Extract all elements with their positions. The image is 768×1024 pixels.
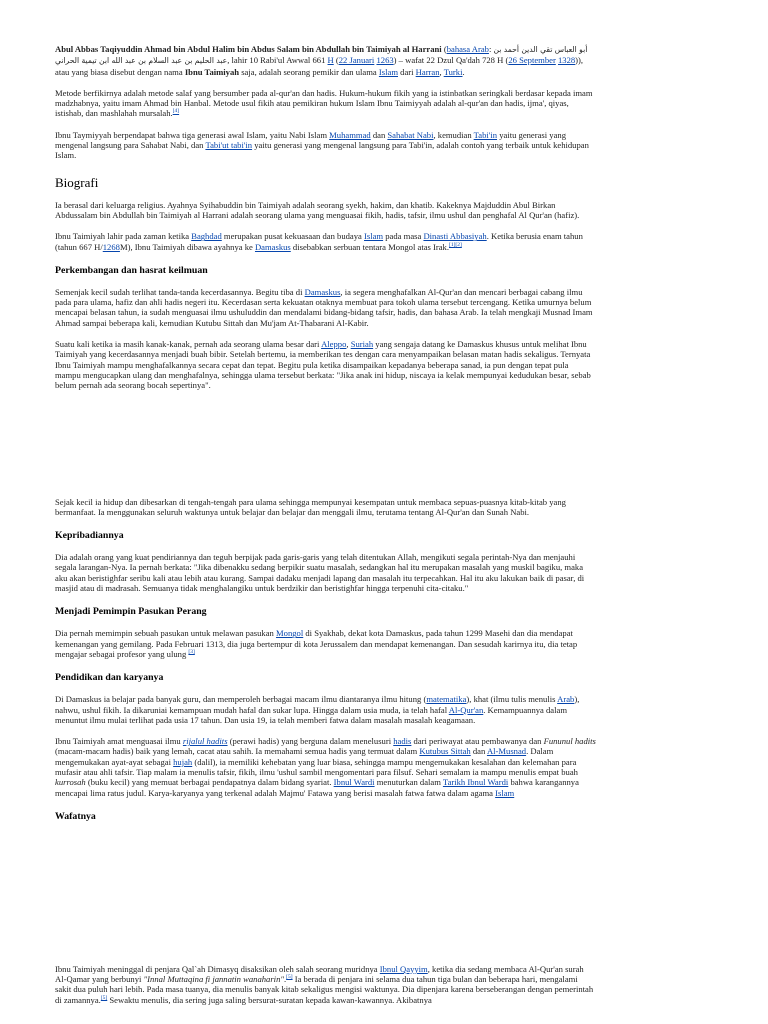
short-name: Ibnu Taimiyah	[184, 66, 240, 77]
pendidikan-paragraph-1: Di Damaskus ia belajar pada banyak guru, dan memperoleh berbagai macam ilmu diantaranya ilmu hitung (matematika), khat (ilmu tulis menulis Arab), nahwu, ushul fikih. Ia dikaruniai kemampuan mudah hafal dan sukar lupa. Hingga dalam usia muda, ia telah hafal Al-Qur'an. Kemampuannya dalam menuntut ilmu mulai terlihat pada usia 17 tahun. Dan usia 19, ia telah memberi fatwa dalam masalah masalah keagamaan.	[55, 694, 580, 725]
link-al-musnad[interactable]: Al-Musnad	[486, 746, 527, 757]
wafatnya-paragraph: Ibnu Taimiyah meninggal di penjara Qal`ah Dimasyq disaksikan oleh salah seorang muridnya Ibnul Qayyim, ketika dia sedang membaca Al-Qur'an surah Al-Qamar yang berbunyi "Innal Muttaqina fi jannatin wanaharin".[5] Ia berada di penjara ini selama dua tahun tiga bulan dan beberapa hari, mengalami sakit dua puluh hari lebih. Pada masa tuanya, dia menulis banyak kitab sekaligus mengisi waktunya. Dia dipenjara karena berseberangan dengan pemerintah di zamannya.[5] Sewaktu menulis, dia sering juga saling bersurat-suratan kepada kawan-kawannya. Akibatnya	[55, 963, 594, 1005]
section-heading-wafatnya: Wafatnya	[55, 810, 96, 822]
link-al-quran[interactable]: Al-Qur'an	[448, 704, 484, 715]
section-heading-perkembangan: Perkembangan dan hasrat keilmuan	[55, 264, 208, 276]
link-bahasa-arab[interactable]: bahasa Arab	[446, 44, 489, 54]
link-turki[interactable]: Turki	[443, 66, 463, 77]
biografi-paragraph-2: Ibnu Taimiyah lahir pada zaman ketika Baghdad merupakan pusat kekuasaan dan budaya Islam pada masa Dinasti Abbasiyah. Ketika berusia enam tahun (tahun 667 H/1268M), Ibnu Taimiyah dibawa ayahnya ke Damaskus disebabkan serbuan tentara Mongol atas Irak.[1][2]	[55, 231, 583, 252]
link-kutubus-sittah[interactable]: Kutubus Sittah	[419, 746, 471, 757]
link-muhammad[interactable]: Muhammad	[329, 129, 371, 140]
link-damaskus[interactable]: Damaskus	[254, 241, 291, 252]
term-fununul-hadits: Fununul hadits	[543, 736, 596, 747]
link-rijalul-hadits[interactable]: rijalul hadits	[182, 736, 228, 747]
pendidikan-paragraph-2: Ibnu Taimiyah amat menguasai ilmu rijalul hadits (perawi hadis) yang berguna dalam menelusuri hadis dari periwayat atau pembawanya dan Fununul hadits (macam-macam hadis) baik yang lemah, cacat atau sahih. Ia memahami semua hadis yang termuat dalam Kutubus Sittah dan Al-Musnad. Dalam mengemukakan ayat-ayat sebagai hujah (dalil), ia memiliki kehebatan yang luar biasa, sehingga mampu mengemukakan kesalahan dan kelemahan para mufasir atau ahli tafsir. Tiap malam ia menulis tafsir, fikih, ilmu 'ushul sambil mengomentari para filsuf. Sehari semalam ia mampu menulis empat buah kurrosah (buku kecil) yang memuat berbagai pendapatnya dalam bidang syariat. Ibnul Wardi menuturkan dalam Tarikh Ibnul Wardi bahwa karangannya mencapai lima ratus judul. Karya-karyanya yang terkenal adalah Majmu' Fatawa yang berisi masalah fatwa fatwa dalam agama Islam	[55, 736, 596, 798]
reference-link[interactable]: [3]	[188, 649, 195, 656]
link-tabiin[interactable]: Tabi'in	[473, 129, 498, 140]
section-heading-pendidikan: Pendidikan dan karyanya	[55, 672, 164, 684]
link-damaskus[interactable]: Damaskus	[304, 286, 341, 297]
section-heading-biografi: Biografi	[55, 174, 99, 190]
intro-paragraph: Abul Abbas Taqiyuddin Ahmad bin Abdul Halim bin Abdus Salam bin Abdullah bin Taimiyah al Harrani (bahasa Arab: أبو العباس تقي الدين أحمد بن عبد الحليم بن عبد السلام بن عبد الله ابن تيمية الحراني, lahir 10 Rabi'ul Awwal 661 H (22 Januari 1263) – wafat 22 Dzul Qa'dah 728 H (26 September 1328)), atau yang biasa disebut dengan nama Ibnu Taimiyah saja, adalah seorang pemikir dan ulama Islam dari Harran, Turki.	[55, 44, 588, 77]
link-aleppo[interactable]: Aleppo	[321, 339, 347, 350]
term-kurrosah: kurrosah	[55, 777, 86, 788]
section-heading-pemimpin: Menjadi Pemimpin Pasukan Perang	[55, 606, 207, 618]
link-tarikh-ibnul-wardi[interactable]: Tarikh Ibnul Wardi	[442, 777, 509, 788]
perkembangan-paragraph-3: Sejak kecil ia hidup dan dibesarkan di tengah-tengah para ulama sehingga mempunyai kesempatan untuk membaca sepuas-puasnya kitab-kitab yang bermanfaat. Ia menggunakan seluruh waktunya untuk belajar dan belajar dan menggali ilmu, terutama tentang Al-Qur'an dan Sunah Nabi.	[55, 496, 566, 517]
link-suriah[interactable]: Suriah	[350, 339, 374, 350]
blank-space	[55, 391, 596, 497]
link-matematika[interactable]: matematika	[426, 694, 467, 705]
link-ibnul-qayyim[interactable]: Ibnul Qayyim	[379, 963, 428, 974]
link-1268[interactable]: 1268	[102, 241, 120, 252]
link-mongol[interactable]: Mongol	[276, 628, 304, 639]
reference-link[interactable]: [5]	[100, 994, 108, 1001]
link-islam[interactable]: Islam	[495, 787, 515, 798]
link-death-year[interactable]: 1328	[557, 55, 576, 66]
link-tabiut-tabiin[interactable]: Tabi'ut tabi'in	[205, 140, 253, 151]
link-birth-year[interactable]: 1263	[376, 55, 394, 66]
perkembangan-paragraph-1: Semenjak kecil sudah terlihat tanda-tanda kecerdasannya. Begitu tiba di Damaskus, ia segera menghafalkan Al-Qur'an dan mencari berbagai cabang ilmu pada para ulama, hafiz dan ahli hadis negeri itu. Kecerdasan serta kekuatan otaknya membuat para tokoh ulama tersebut tercengang. Ketika umurnya belum mencapai belasan tahun, ia sudah menguasai ilmu ushuluddin dan mendalami bidang-bidang tafsir, hadis, dan bahasa Arab. Ia telah mengkaji Musnad Imam Ahmad sampai beberapa kali, kemudian Kutubu Sittah dan Mu'jam At-Thabarani Al-Kabir.	[55, 286, 593, 328]
link-hijri[interactable]: H	[327, 55, 334, 66]
reference-link[interactable]: [2]	[455, 241, 462, 248]
perkembangan-paragraph-2: Suatu kali ketika ia masih kanak-kanak, pernah ada seorang ulama besar dari Aleppo, Suriah yang sengaja datang ke Damaskus khusus untuk melihat Ibnu Taimiyah yang kecerdasannya menjadi buah bibir. Setelah bertemu, ia memberikan tes dengan cara menyampaikan belasan matan hadis sekaligus. Ternyata Ibnu Taimiyah mampu menghafalkannya secara cepat dan tepat. Begitu pula ketika disampaikan kepadanya beberapa sanad, ia pun dengan tepat pula mampu mengucapkan ulang dan menghafalnya, sehingga ulama tersebut berkata: "Jika anak ini hidup, niscaya ia kelak mempunyai kedudukan besar, sebab belum pernah ada seorang bocah sepertinya".	[55, 339, 591, 391]
link-birth-date[interactable]: 22 Januari	[338, 55, 375, 66]
link-dinasti-abbasiyah[interactable]: Dinasti Abbasiyah	[423, 231, 487, 242]
link-hadis[interactable]: hadis	[393, 736, 412, 747]
quran-quote: "Innal Muttaqina fi jannatin wanaharin"	[143, 974, 284, 985]
kepribadian-paragraph: Dia adalah orang yang kuat pendiriannya dan teguh berpijak pada garis-garis yang telah ditentukan Allah, mengikuti segala perintah-Nya dan menjauhi segala larangan-Nya. Ia pernah berkata: "Jika dibenakku sedang berpikir suatu masalah, sedangkan hal itu merupakan masalah yang muskil bagiku, maka aku akan beristighfar seribu kali atau lebih atau kurang. Sampai dadaku menjadi lapang dan masalah itu terpecahkan. Hal itu aku lakukan baik di pasar, di masjid atau di madrasah. Semuanya tidak menghalangiku untuk berdzikir dan beristighfar hingga terpenuhi cita-citaku."	[55, 552, 585, 594]
link-hujah[interactable]: hujah	[173, 756, 193, 767]
link-harran[interactable]: Harran	[415, 66, 440, 77]
article-body	[55, 44, 596, 1005]
generation-paragraph: Ibnu Taymiyyah berpendapat bahwa tiga generasi awal Islam, yaitu Nabi Islam Muhammad dan Sahabat Nabi, kemudian Tabi'in yaitu generasi yang mengenal langsung para Sahabat Nabi, dan Tabi'ut tabi'in yaitu generasi yang mengenal langsung para Tabi'in, adalah contoh yang terbaik untuk kehidupan Islam.	[55, 129, 589, 161]
section-heading-kepribadian: Kepribadiannya	[55, 530, 124, 542]
link-death-date[interactable]: 26 September	[508, 55, 556, 66]
link-arab[interactable]: Arab	[557, 694, 575, 705]
reference-link[interactable]: [4]	[172, 108, 180, 115]
pemimpin-paragraph: Dia pernah memimpin sebuah pasukan untuk melawan pasukan Mongol di Syakhab, dekat kota Damaskus, pada tahun 1299 Masehi dan dia mendapat kemenangan yang gemilang. Pada Februari 1313, dia juga bertempur di kota Jerussalem dan mendapat kemenangan. Dan sesudah karirnya itu, dia tetap mengajar sebagai profesor yang ulung [3]	[55, 628, 578, 659]
full-name: Abul Abbas Taqiyuddin Ahmad bin Abdul Halim bin Abdus Salam bin Abdullah bin Taimiyah al Harrani	[55, 44, 442, 54]
link-sahabat-nabi[interactable]: Sahabat Nabi	[387, 129, 434, 140]
blank-space	[55, 833, 596, 964]
method-paragraph: Metode berfikirnya adalah metode salaf yang bersumber pada al-qur'an dan hadis. Hukum-hukum fikih yang ia istinbatkan seringkali berdasar kepada imam madzhabnya, yaitu imam Ahmad bin Hanbal. Metode usul fikih atau pemikiran hukum Islam Ibnu Taimiyyah adalah al-qur'an dan hadis, ijma', qiyas, istishab, dan mashlahah mursalah.[4]	[55, 87, 593, 119]
link-islam[interactable]: Islam	[378, 66, 398, 77]
link-baghdad[interactable]: Baghdad	[191, 231, 222, 242]
biografi-paragraph-1: Ia berasal dari keluarga religius. Ayahnya Syihabuddin bin Taimiyah adalah seorang syekh, hakim, dan khatib. Kakeknya Majduddin Abul Birkan Abdussalam bin Abdullah bin Taimiyah al Harrani adalah seorang ulama yang menguasai fikih, hadis, tafsir, ilmu ushul dan penghafal Al Qur'an (hafiz).	[55, 199, 580, 220]
reference-link[interactable]: [5]	[286, 974, 293, 981]
reference-link[interactable]: [1]	[449, 241, 456, 248]
link-ibnul-wardi[interactable]: Ibnul Wardi	[333, 777, 375, 788]
arabic-name: أبو العباس تقي الدين أحمد بن عبد الحليم بن عبد السلام بن عبد الله ابن تيمية الحراني	[55, 45, 588, 66]
link-islam[interactable]: Islam	[364, 231, 384, 242]
